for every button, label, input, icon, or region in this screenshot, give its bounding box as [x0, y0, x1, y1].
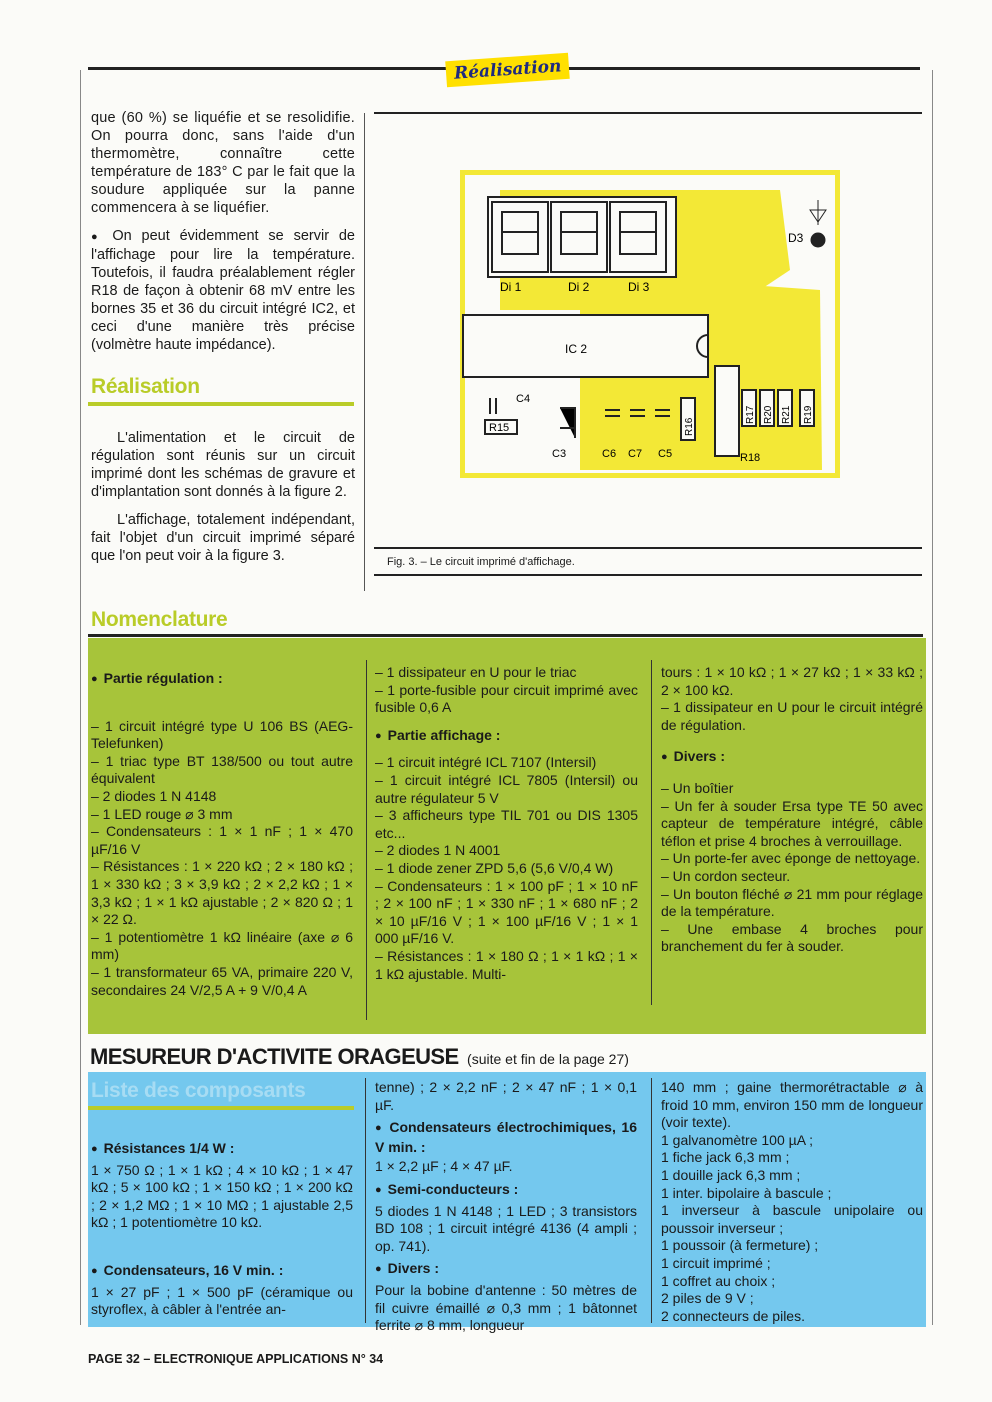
orage-item: 1 coffret au choix ; — [661, 1272, 776, 1289]
header-logo: Réalisation — [445, 53, 570, 88]
label-di3: Di 3 — [628, 280, 650, 294]
bullet: ● — [91, 231, 113, 243]
pcb-figure — [460, 170, 840, 478]
paragraph-4: L'affichage, totalement indépendant, fait l'objet d'un circuit imprimé séparé que l'on peut voir à la figure 3. — [91, 512, 355, 564]
nomen-item: – 2 diodes 1 N 4001 — [375, 842, 501, 859]
orage-text: 1 × 750 Ω ; 1 × 1 kΩ ; 4 × 10 kΩ ; 1 × 47 kΩ ; 5 × 100 kΩ ; 1 × 150 kΩ ; 1 × 200 kΩ ; 2 × 1,2 MΩ ; 1 × 10 MΩ ; 1 ajustable 2,5 kΩ ; 1 potentiomètre 10 kΩ. — [91, 1161, 353, 1231]
label-c5: C5 — [658, 448, 673, 460]
orage-divider-1 — [365, 1078, 366, 1323]
nomen-item: – Résistances : 1 × 180 Ω ; 1 × 1 kΩ ; 1 × 1 kΩ ajustable. Multi- — [375, 947, 638, 982]
display-block — [488, 197, 676, 277]
nomen-item: – Un porte-fer avec éponge de nettoyage. — [661, 850, 921, 867]
orage-col-2 — [375, 1079, 637, 1335]
nomen-head-regulation: ● Partie régulation : — [91, 670, 353, 690]
right-margin-line — [932, 70, 933, 1325]
orage-item: 1 douille jack 6,3 mm ; — [661, 1166, 801, 1183]
nomen-item: – 1 potentiomètre 1 kΩ linéaire (axe ⌀ 6 mm) — [91, 928, 353, 963]
nomen-item: – 1 transformateur 65 VA, primaire 220 V, secondaires 24 V/2,5 A + 9 V/0,4 A — [91, 963, 353, 998]
label-r21: R21 — [781, 405, 792, 424]
orage-col-1 — [91, 1136, 353, 1319]
nomen-item: – 1 circuit intégré ICL 7107 (Intersil) — [375, 754, 597, 771]
orage-head-semiconducteurs: ● Semi-conducteurs : — [375, 1181, 637, 1201]
label-r15: R15 — [489, 422, 510, 434]
nomen-item: – Condensateurs : 1 × 1 nF ; 1 × 470 µF/16 V — [91, 823, 353, 857]
orage-item: 2 piles de 9 V ; — [661, 1290, 754, 1307]
label-r19: R19 — [803, 405, 814, 424]
nomen-item: – Résistances : 1 × 220 kΩ ; 2 × 180 kΩ ; 1 × 330 kΩ ; 3 × 3,9 kΩ ; 2 × 2,2 kΩ ; 1 × 3,3 kΩ ; 1 × 1 kΩ ajustable ; 2 × 820 Ω ; 1 × 22 Ω. — [91, 858, 353, 928]
orage-text: 1 × 27 pF ; 1 × 500 pF (céramique ou styroflex, à câbler à l'entrée an- — [91, 1283, 353, 1318]
paragraph-2: ● On peut évidemment se servir de l'affichage pour lire la température. Toutefois, il faudra préalablement régler R18 de façon à obtenir 68 mV entre les bornes 35 et 36 du circuit intégré IC2, et ceci d'une manière très précise (volmètre haute impédance). — [91, 228, 355, 353]
orage-title-suffix: (suite et fin de la page 27) — [467, 1051, 629, 1067]
nomen-item: – 1 porte-fusible pour circuit imprimé avec fusible 0,6 A — [375, 681, 638, 716]
left-margin-line — [80, 70, 81, 1325]
orage-col-3 — [661, 1079, 923, 1325]
orage-text: Pour la bobine d'antenne : 50 mètres de fil cuivre émaillé ⌀ 0,3 mm ; 1 bâtonnet ferrite ⌀ 8 mm, longueur — [375, 1281, 637, 1334]
caption-bottom-rule — [374, 574, 922, 576]
nomen-item: – Un boîtier — [661, 779, 734, 796]
orage-text: 1 × 2,2 µF ; 4 × 47 µF. — [375, 1158, 513, 1175]
label-r16: R16 — [684, 417, 695, 436]
orage-head-condensateurs: ● Condensateurs, 16 V min. : — [91, 1262, 353, 1282]
list-title: Liste des composants — [91, 1079, 306, 1102]
nomen-item: – 1 circuit intégré type U 106 BS (AEG-Telefunken) — [91, 717, 353, 752]
label-c4: C4 — [516, 393, 531, 405]
orage-item: 2 connecteurs de piles. — [661, 1307, 805, 1324]
nomen-item: – Une embase 4 broches pour branchement du fer à souder. — [661, 920, 923, 955]
label-d3: D3 — [788, 231, 804, 245]
orage-item: 1 poussoir (à fermeture) ; — [661, 1237, 819, 1254]
nomen-divider-2 — [651, 660, 652, 1005]
orage-head-electrochimiques: ● Condensateurs électrochimiques, 16 V min. : — [375, 1119, 637, 1156]
nomen-head-affichage: ● Partie affichage : — [375, 727, 638, 747]
nomen-item: – 1 diode zener ZPD 5,6 (5,6 V/0,4 W) — [375, 859, 614, 876]
nomen-item: – 1 dissipateur en U pour le circuit intégré de régulation. — [661, 699, 923, 733]
orage-text: tenne) ; 2 × 2,2 nF ; 2 × 47 nF ; 1 × 0,1 µF. — [375, 1079, 637, 1113]
page-footer: PAGE 32 – ELECTRONIQUE APPLICATIONS N° 34 — [88, 1352, 384, 1366]
nomen-item: – 1 triac type BT 138/500 ou tout autre équivalent — [91, 752, 353, 787]
orage-heading — [90, 1044, 629, 1070]
paragraph-1: que (60 %) se liquéfie et se resolidifie. On pourra donc, sans l'aide d'un thermomètre, connaître cette température de 183° C par le fait que la soudure appliquée sur la panne commencera à se liquéfier. — [91, 110, 355, 216]
label-di1: Di 1 — [500, 280, 522, 294]
orage-item: 1 galvanomètre 100 µA ; — [661, 1131, 814, 1148]
section-underline — [88, 402, 354, 406]
nomenclature-title: Nomenclature — [91, 608, 228, 631]
nomen-item: – 1 circuit intégré ICL 7805 (Intersil) ou autre régulateur 5 V — [375, 771, 638, 806]
label-di2: Di 2 — [568, 280, 590, 294]
left-text-column — [91, 109, 355, 364]
label-c3: C3 — [552, 448, 567, 460]
orage-text: 140 mm ; gaine thermorétractable ⌀ à froid 10 mm, environ 150 mm de longueur (voir texte). — [661, 1079, 923, 1131]
nomen-item: – Condensateurs : 1 × 100 pF ; 1 × 10 nF ; 2 × 100 nF ; 1 × 330 nF ; 1 × 680 nF ; 2 × 10 µF/16 V ; 1 × 100 µF/16 V ; 1 × 1 000 µF/16 V. — [375, 877, 638, 947]
label-c7: C7 — [628, 448, 643, 460]
nomen-col-3 — [661, 664, 923, 956]
nomen-item: – 2 diodes 1 N 4148 — [91, 787, 217, 804]
nomenclature-rule — [88, 634, 923, 637]
label-r18: R18 — [740, 452, 761, 464]
orage-head-divers: ● Divers : — [375, 1260, 637, 1280]
orage-item: 1 inter. bipolaire à bascule ; — [661, 1184, 832, 1201]
nomen-item: – 3 afficheurs type TIL 701 ou DIS 1305 etc... — [375, 807, 638, 841]
nomen-item: – Un bouton fléché ⌀ 21 mm pour réglage de la température. — [661, 885, 923, 920]
nomen-item: – Un fer à souder Ersa type TE 50 avec capteur de température intégré, câble téflon et prise 4 broches à verrouillage. — [661, 797, 923, 849]
label-ic2: IC 2 — [565, 342, 588, 356]
label-c6: C6 — [602, 448, 617, 460]
figure-top-rule — [374, 112, 922, 114]
caption-top-rule — [374, 547, 922, 549]
r18-trimmer — [715, 366, 739, 456]
nomen-head-divers: ● Divers : — [661, 748, 923, 768]
orage-item: 1 fiche jack 6,3 mm ; — [661, 1149, 790, 1166]
left-text-column-2 — [91, 429, 355, 575]
nomen-col-2 — [375, 664, 638, 983]
paragraph-3: L'alimentation et le circuit de régulation sont réunis sur un circuit imprimé dont les schémas de gravure et d'implantation sont donnés à la figure 2. — [91, 430, 355, 500]
orage-text: 5 diodes 1 N 4148 ; 1 LED ; 3 transistors BD 108 ; 1 circuit intégré 4136 (4 ampli ; op. 741). — [375, 1202, 637, 1254]
list-title-underline — [88, 1106, 354, 1110]
figure-caption: Fig. 3. – Le circuit imprimé d'affichage. — [387, 556, 575, 568]
label-r17: R17 — [745, 405, 756, 424]
nomen-item: – 1 dissipateur en U pour le triac — [375, 664, 577, 680]
orage-item: 1 circuit imprimé ; — [661, 1254, 771, 1271]
nomen-divider-1 — [366, 660, 367, 1020]
nomen-item: – Un cordon secteur. — [661, 867, 791, 884]
nomen-item: – 1 LED rouge ⌀ 3 mm — [91, 805, 233, 822]
nomen-col-1 — [91, 664, 353, 999]
orage-divider-2 — [651, 1078, 652, 1323]
section-title-realisation: Réalisation — [91, 375, 200, 398]
orage-item: 1 inverseur à bascule unipolaire ou poussoir inverseur ; — [661, 1202, 923, 1236]
orage-head-resistances: ● Résistances 1/4 W : — [91, 1140, 353, 1160]
orage-title: MESUREUR D'ACTIVITE ORAGEUSE — [90, 1044, 459, 1069]
nomen-item: tours : 1 × 10 kΩ ; 1 × 27 kΩ ; 1 × 33 kΩ ; 2 × 100 kΩ. — [661, 664, 923, 698]
column-divider — [364, 113, 365, 591]
label-r20: R20 — [763, 405, 774, 424]
